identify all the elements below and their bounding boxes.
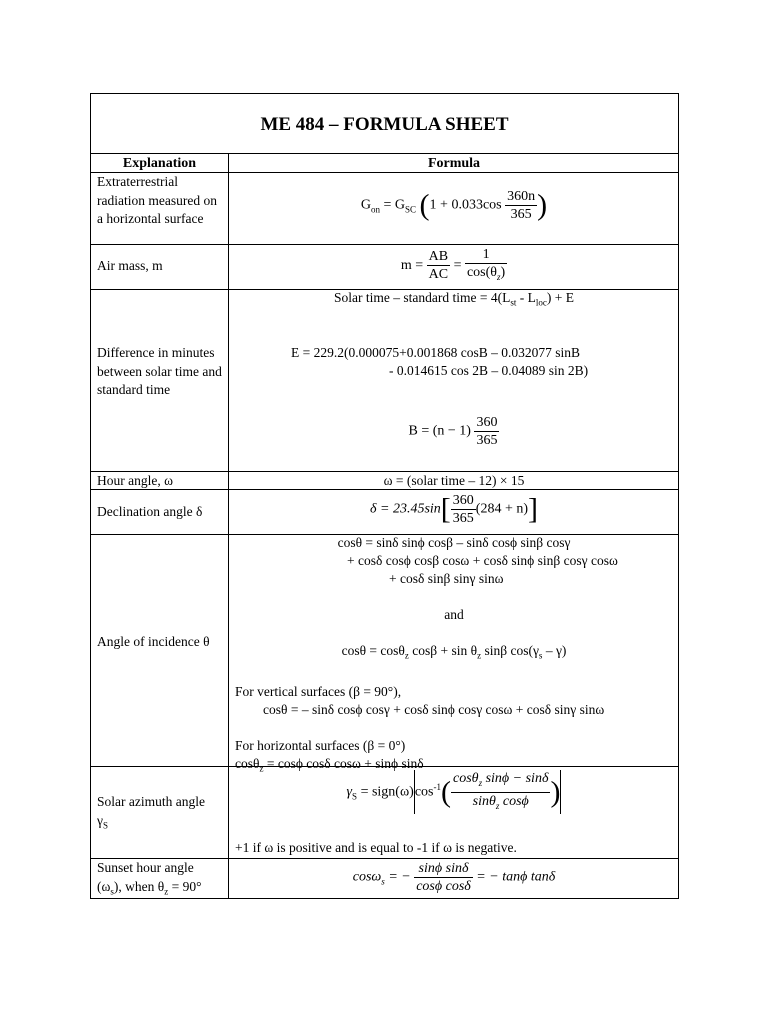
formula-b-parameter: B = (n − 1) $\frac{360}{365}$	[408, 415, 498, 448]
formula-equation-of-time: E = 229.2(0.000075+0.001868 cosB – 0.032077 sinB - 0.014615 cos 2B – 0.04089 sin 2B)	[291, 345, 589, 378]
rule-title	[91, 153, 678, 154]
azimuth-sign-note: +1 if ω is positive and is equal to -1 if ω is negative.	[235, 840, 517, 855]
label-declination: Declination angle δ	[97, 504, 203, 519]
label-extraterrestrial: Extraterrestrial radiation measured on a horizontal surface	[97, 174, 217, 226]
label-solar-time-difference: Difference in minutes between solar time and standard time	[97, 345, 222, 397]
label-hour-angle: Hour angle, ω	[97, 473, 173, 488]
formula-solar-azimuth: $\gamma_S$ = $sign(\omega)\cos^{-1}$( $\frac{\cos\theta_z \sin\phi - \sin\delta}{\sin\theta_z \cos\phi}$ )	[229, 770, 679, 815]
formula-solar-time: Solar time – standard time = $4(L_{st} - L_{loc}) + E$	[334, 290, 574, 308]
page-title: ME 484 – FORMULA SHEET	[260, 114, 509, 135]
header-explanation: Explanation	[122, 156, 197, 171]
formula-extraterrestrial: $G_{on} = G_{SC}$ (1 + 0.033cos $\frac{360n}{365}$ )	[360, 188, 548, 222]
formula-sunset-hour-angle: cosω$_s$ = − $\frac{\text{sinϕ sinδ}}{\text{cosϕ cosδ}}$ = − tanϕ tanδ	[352, 861, 556, 894]
label-solar-azimuth: Solar azimuth angle $\gamma_S$	[97, 794, 205, 831]
label-angle-of-incidence: Angle of incidence θ	[97, 634, 210, 649]
formula-air-mass: m = $\frac{AB}{AC}$ = $\frac{1}{\cos(\theta_z)}$	[400, 247, 506, 283]
formula-declination: δ = 23.45sin[ $\frac{360}{365}$ (284 + n)]	[369, 492, 539, 526]
rule-extraterrestrial	[91, 244, 678, 245]
formula-hour-angle: ω = (solar time – 12) × 15	[383, 473, 525, 488]
formula-incidence: cosθ = sinδ sinϕ cosβ – sinδ cosϕ sinβ cosγ + cosδ cosϕ cosβ cosω + cosδ sinϕ sinβ cosγ cosω + cosδ sinβ sinγ sinω and cosθ = cosθ$_z$ $\cos\beta + \sin \theta_z$ sinβ $\cos(\gamma_s - \gamma)$ For vertical surfaces (β = 90°), cosθ = – sinδ cosϕ cosγ + cosδ sinϕ cosγ cosω + cosδ sinγ sinω For horizontal surfaces (β = 0°) cosθ$_z$ = cosϕ cosδ cosω + sinϕ sinδ	[235, 535, 618, 774]
label-sunset-hour-angle: Sunset hour angle $(\omega_s)$, when $\theta_z = 90^\circ$	[97, 860, 202, 897]
header-formula: Formula	[427, 156, 481, 171]
label-air-mass: Air mass, m	[97, 258, 163, 273]
formula-sheet-table	[90, 93, 679, 899]
